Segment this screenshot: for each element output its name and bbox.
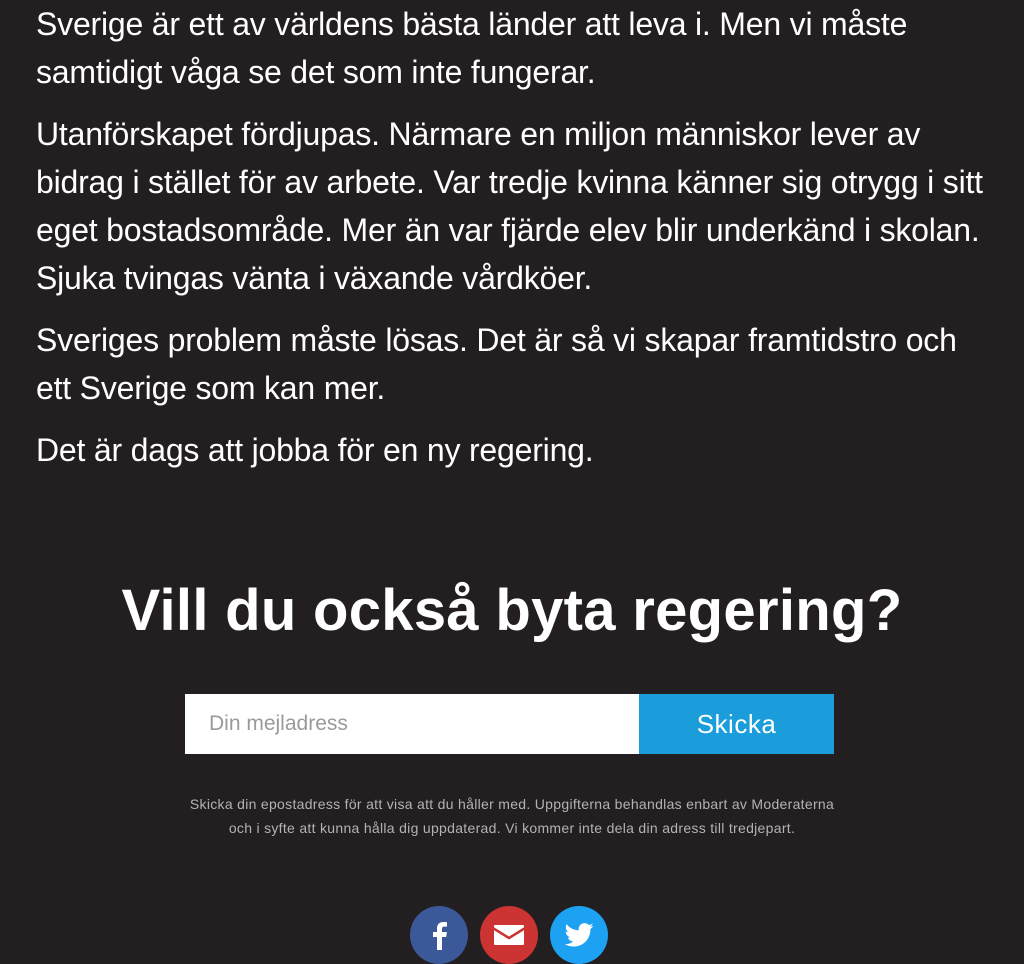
twitter-icon [564,923,594,947]
privacy-disclaimer: Skicka din epostadress för att visa att du håller med. Uppgifterna behandlas enbart av Moderaterna och i syfte att kunna hålla dig uppdaterad. Vi kommer inte dela din adress till tredjepart. [189,796,835,836]
email-share-button[interactable] [480,906,538,964]
twitter-share-button[interactable] [550,906,608,964]
intro-paragraph: Sverige är ett av världens bästa länder att leva i. Men vi måste samtidigt våga se det som inte fungerar. [36,6,908,90]
signup-form [185,694,834,754]
intro-paragraph: Det är dags att jobba för en ny regering. [36,432,594,468]
submit-button[interactable]: Skicka [639,694,834,754]
email-input[interactable] [185,694,639,754]
cta-heading: Vill du också byta regering? [121,578,903,643]
envelope-icon [493,923,525,947]
facebook-icon [429,920,449,950]
facebook-share-button[interactable] [410,906,468,964]
intro-paragraph: Utanförskapet fördjupas. Närmare en miljon människor lever av bidrag i stället för av arbete. Var tredje kvinna känner sig otrygg i sitt eget bostadsområde. Mer än var fjärde elev blir underkänd i skolan. Sjuka tvingas vänta i växande vårdköer. [36,116,983,296]
intro-paragraph: Sveriges problem måste lösas. Det är så vi skapar framtidstro och ett Sverige som kan mer. [36,322,957,406]
social-share [410,906,608,964]
intro-text [36,0,996,488]
